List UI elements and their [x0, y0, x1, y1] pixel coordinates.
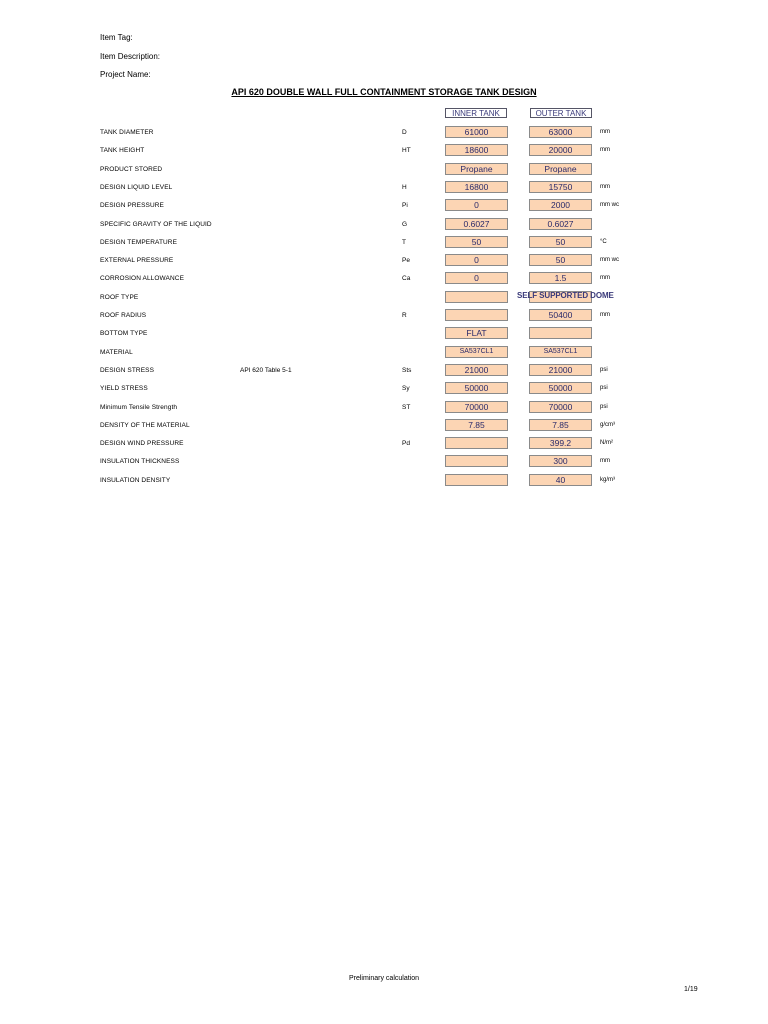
parameter-unit: mm	[600, 458, 610, 465]
parameter-unit: psi	[600, 366, 608, 373]
parameter-label: ROOF TYPE	[100, 293, 139, 301]
parameter-unit: mm wc	[600, 202, 619, 209]
parameter-symbol: D	[402, 129, 407, 136]
parameter-unit: mm	[600, 147, 610, 154]
inner-tank-header: INNER TANK	[445, 108, 507, 118]
parameter-unit: mm wc	[600, 257, 619, 264]
table-row	[0, 236, 768, 250]
parameter-label: EXTERNAL PRESSURE	[100, 257, 174, 265]
table-row	[0, 291, 768, 305]
inner-tank-value[interactable]: 0	[445, 199, 508, 211]
table-row	[0, 272, 768, 286]
footer-note: Preliminary calculation	[348, 975, 420, 982]
parameter-unit: °C	[600, 238, 607, 245]
inner-tank-value[interactable]	[445, 309, 508, 321]
table-row	[0, 455, 768, 469]
table-row	[0, 218, 768, 232]
parameter-label: DESIGN WIND PRESSURE	[100, 440, 184, 448]
parameter-label: DESIGN LIQUID LEVEL	[100, 183, 173, 191]
parameter-unit: N/m²	[600, 440, 613, 447]
inner-tank-value[interactable]: 21000	[445, 364, 508, 376]
outer-tank-value[interactable]: 63000	[529, 126, 592, 138]
roof-type-value: SELF SUPPORTED DOME	[517, 290, 614, 300]
parameter-symbol: G	[402, 220, 408, 228]
table-row	[0, 199, 768, 213]
outer-tank-value[interactable]: 50400	[529, 309, 592, 321]
inner-tank-value[interactable]	[445, 474, 508, 486]
parameter-unit: mm	[600, 183, 610, 190]
outer-tank-value[interactable]: 50	[529, 236, 592, 248]
parameter-label: TANK HEIGHT	[100, 147, 145, 155]
table-row	[0, 181, 768, 195]
item-description-label: Item Description:	[100, 52, 161, 61]
parameter-unit: psi	[600, 385, 608, 392]
parameter-label: DESIGN TEMPERATURE	[100, 238, 178, 246]
parameter-label: CORROSION ALLOWANCE	[100, 275, 185, 283]
outer-tank-value[interactable]: Propane	[529, 163, 592, 175]
parameter-symbol: Pd	[402, 440, 410, 448]
parameter-symbol: Pi	[402, 202, 408, 210]
parameter-symbol: HT	[402, 147, 411, 155]
table-row	[0, 474, 768, 488]
parameter-label: BOTTOM TYPE	[100, 330, 148, 338]
parameter-reference: API 620 Table 5-1	[240, 366, 292, 374]
parameter-unit: kg/m³	[600, 476, 615, 483]
inner-tank-value[interactable]: 16800	[445, 181, 508, 193]
parameter-symbol: T	[402, 238, 406, 246]
outer-tank-value[interactable]: 300	[529, 455, 592, 467]
table-row	[0, 382, 768, 396]
parameter-label: DENSITY OF THE MATERIAL	[100, 421, 190, 429]
inner-tank-value[interactable]: 70000	[445, 401, 508, 413]
parameter-label: PRODUCT STORED	[100, 165, 163, 173]
outer-tank-value[interactable]: SA537CL1	[529, 346, 592, 358]
parameter-label: DESIGN STRESS	[100, 366, 155, 374]
inner-tank-value[interactable]: 7.85	[445, 419, 508, 431]
inner-tank-value[interactable]: 0	[445, 254, 508, 266]
outer-tank-value[interactable]: 0.6027	[529, 218, 592, 230]
outer-tank-value[interactable]: 2000	[529, 199, 592, 211]
table-row	[0, 327, 768, 341]
parameter-label: Minimum Tensile Strength	[100, 403, 178, 411]
parameter-unit: mm	[600, 312, 610, 318]
table-row	[0, 309, 768, 323]
parameter-unit: mm	[600, 275, 610, 282]
outer-tank-value[interactable]	[529, 327, 592, 339]
table-row	[0, 419, 768, 433]
inner-tank-value[interactable]	[445, 437, 508, 449]
inner-tank-value[interactable]: 61000	[445, 126, 508, 138]
project-name-label: Project Name:	[100, 70, 151, 79]
parameter-label: DESIGN PRESSURE	[100, 202, 164, 210]
outer-tank-header: OUTER TANK	[530, 108, 592, 118]
table-row	[0, 401, 768, 415]
table-row	[0, 437, 768, 451]
document-title: API 620 DOUBLE WALL FULL CONTAINMENT STORAGE TANK DESIGN	[231, 87, 537, 97]
outer-tank-value[interactable]: 7.85	[529, 419, 592, 431]
table-row	[0, 364, 768, 378]
inner-tank-value[interactable]: Propane	[445, 163, 508, 175]
outer-tank-value[interactable]: 40	[529, 474, 592, 486]
parameter-label: ROOF RADIUS	[100, 312, 147, 319]
parameter-unit: mm	[600, 129, 610, 135]
table-row	[0, 126, 768, 140]
outer-tank-value[interactable]: 70000	[529, 401, 592, 413]
inner-tank-value[interactable]: 0.6027	[445, 218, 508, 230]
outer-tank-value[interactable]: 50	[529, 254, 592, 266]
parameter-symbol: R	[402, 312, 407, 319]
parameter-label: MATERIAL	[100, 348, 133, 356]
outer-tank-value[interactable]: 399.2	[529, 437, 592, 449]
inner-tank-value[interactable]: FLAT	[445, 327, 508, 339]
inner-tank-value[interactable]: SA537CL1	[445, 346, 508, 358]
outer-tank-value[interactable]: 21000	[529, 364, 592, 376]
outer-tank-value[interactable]: 20000	[529, 144, 592, 156]
parameter-label: SPECIFIC GRAVITY OF THE LIQUID	[100, 220, 212, 228]
table-row	[0, 144, 768, 158]
parameter-label: TANK DIAMETER	[100, 129, 154, 136]
parameter-label: YIELD STRESS	[100, 385, 148, 393]
inner-tank-value[interactable]	[445, 455, 508, 467]
parameter-symbol: H	[402, 183, 407, 191]
table-row	[0, 163, 768, 177]
table-row	[0, 254, 768, 268]
parameter-unit: psi	[600, 403, 608, 410]
page-number: 1/19	[684, 986, 698, 993]
parameter-label: INSULATION THICKNESS	[100, 458, 180, 466]
parameter-symbol: ST	[402, 403, 411, 411]
outer-tank-value[interactable]: 15750	[529, 181, 592, 193]
outer-tank-value[interactable]: 1.5	[529, 272, 592, 284]
inner-tank-value[interactable]: 18600	[445, 144, 508, 156]
item-tag-label: Item Tag:	[100, 33, 133, 42]
inner-tank-value[interactable]: 0	[445, 272, 508, 284]
outer-tank-value[interactable]: 50000	[529, 382, 592, 394]
parameter-symbol: Pe	[402, 257, 410, 265]
parameter-symbol: Ca	[402, 275, 411, 283]
parameter-symbol: Sy	[402, 385, 410, 393]
inner-tank-value[interactable]: 50000	[445, 382, 508, 394]
inner-tank-value[interactable]: 50	[445, 236, 508, 248]
inner-tank-value[interactable]	[445, 291, 508, 303]
table-row	[0, 346, 768, 360]
parameter-label: INSULATION DENSITY	[100, 476, 171, 484]
parameter-unit: g/cm³	[600, 421, 615, 428]
parameter-symbol: Sts	[402, 366, 412, 374]
